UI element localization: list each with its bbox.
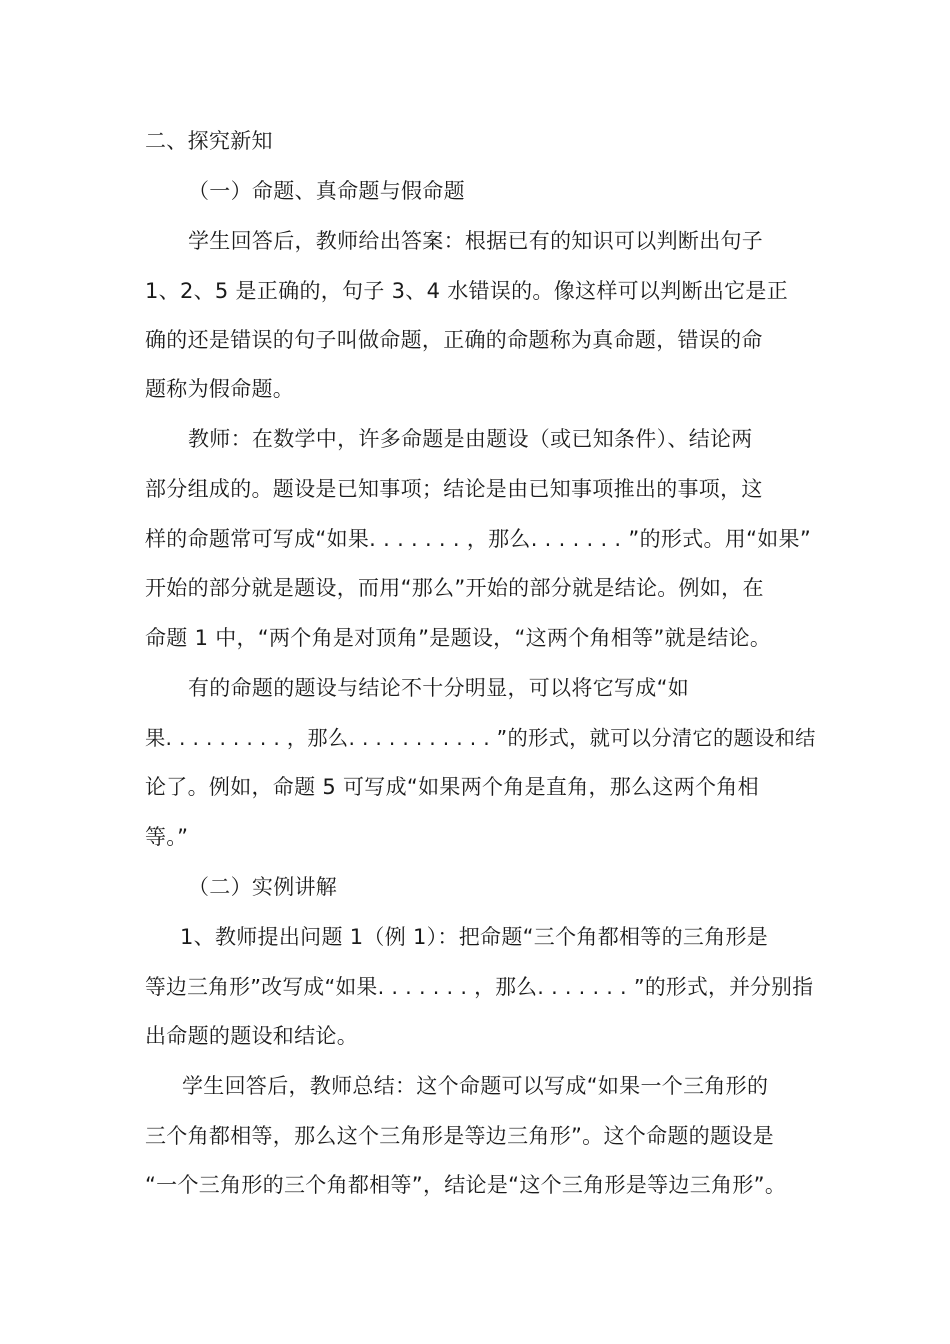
subsection-title-2: （二）实例讲解 xyxy=(188,875,338,899)
paragraph-line: 等。” xyxy=(145,825,189,849)
paragraph-line: 1、教师提出问题 1（例 1）：把命题“三个角都相等的三角形是 xyxy=(180,925,769,949)
section-heading: 二、探究新知 xyxy=(145,129,273,153)
paragraph-line: 果. . . . . . . . . ，那么. . . . . . . . . . . ”的形式，就可以分清它的题设和结 xyxy=(145,726,816,750)
paragraph-line: 开始的部分就是题设，而用“那么”开始的部分就是结论。例如，在 xyxy=(145,576,764,600)
paragraph-line: 1、2、5 是正确的，句子 3、4 水错误的。像这样可以判断出它是正 xyxy=(145,279,789,303)
paragraph-line: 教师：在数学中，许多命题是由题设（或已知条件）、结论两 xyxy=(188,427,753,451)
paragraph-line: “一个三角形的三个角都相等”，结论是“这个三角形是等边三角形”。 xyxy=(145,1173,787,1197)
paragraph-line: 有的命题的题设与结论不十分明显，可以将它写成“如 xyxy=(188,676,690,700)
paragraph-line: 论了。例如，命题 5 可写成“如果两个角是直角，那么这两个角相 xyxy=(145,775,759,799)
paragraph-line: 等边三角形”改写成“如果. . . . . . . ，那么. . . . . . . ”的形式，并分别指 xyxy=(145,975,814,999)
paragraph-line: 出命题的题设和结论。 xyxy=(145,1024,358,1048)
paragraph-line: 学生回答后，教师总结：这个命题可以写成“如果一个三角形的 xyxy=(182,1074,769,1098)
subsection-title-1: （一）命题、真命题与假命题 xyxy=(188,179,465,203)
paragraph-line: 命题 1 中，“两个角是对顶角”是题设，“这两个角相等”就是结论。 xyxy=(145,626,772,650)
paragraph-line: 题称为假命题。 xyxy=(145,377,295,401)
paragraph-line: 确的还是错误的句子叫做命题，正确的命题称为真命题，错误的命 xyxy=(145,328,763,352)
paragraph-line: 三个角都相等，那么这个三角形是等边三角形”。这个命题的题设是 xyxy=(145,1124,774,1148)
paragraph-line: 样的命题常可写成“如果. . . . . . . ，那么. . . . . . . ”的形式。用“如果” xyxy=(145,527,812,551)
paragraph-line: 部分组成的。题设是已知事项；结论是由已知事项推出的事项，这 xyxy=(145,477,763,501)
paragraph-line: 学生回答后，教师给出答案：根据已有的知识可以判断出句子 xyxy=(188,229,764,253)
